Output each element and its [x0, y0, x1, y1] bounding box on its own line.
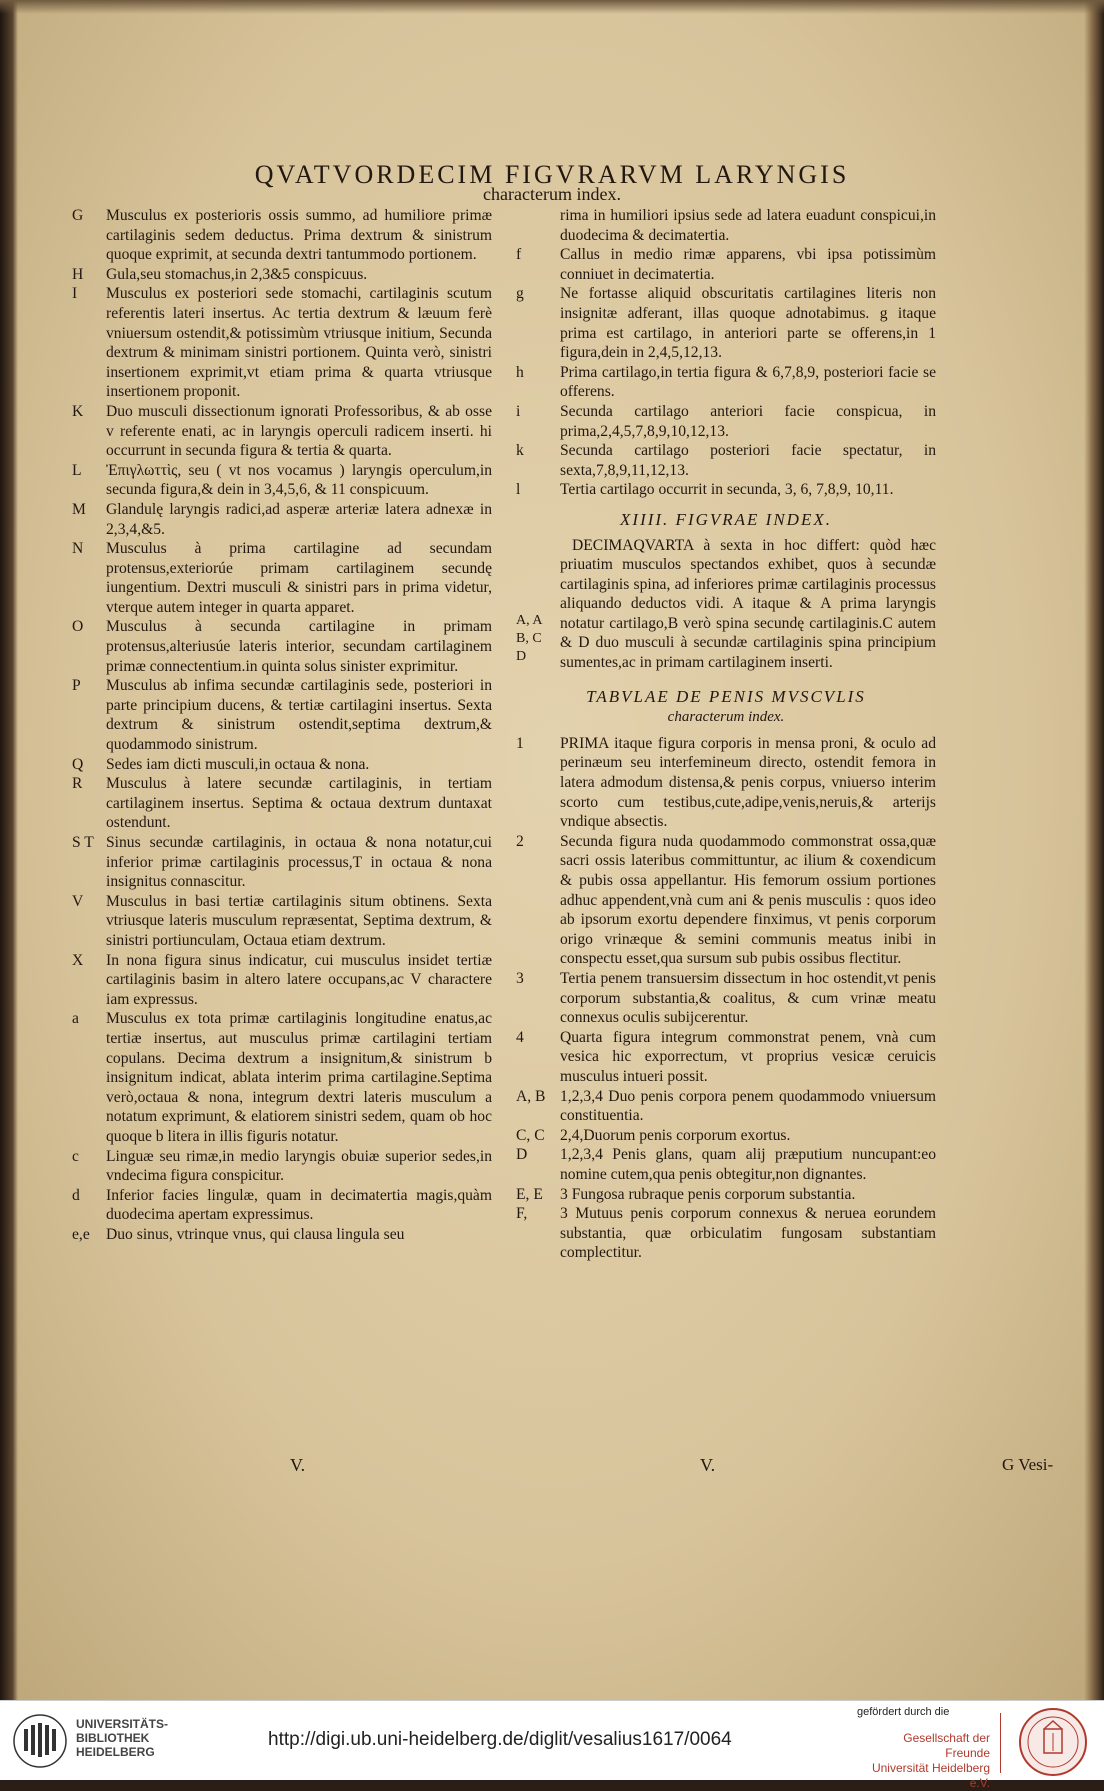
entry-text: Musculus ex posteriori sede stomachi, cartilaginis scutum referentis lateri insertus. Ac tertia dextrum & læuum ferè vniuersum ostendit,& potissimùm vtriusque initium, Secunda dextrum & minimam sinistri portionem. Quinta verò, sinistri insertionem exprimit,vt etiam prima & quarta vtriusque insertionem proponit. — [106, 285, 492, 401]
entry-label: f — [516, 246, 522, 264]
entry-label: N — [72, 540, 84, 558]
entry-label: M — [72, 500, 86, 518]
entry-label: H — [72, 265, 84, 283]
entry-label: a — [72, 1010, 79, 1028]
index-entry — [72, 617, 492, 676]
index-entry — [516, 402, 936, 441]
index-entry — [72, 284, 492, 402]
entry-text: Musculus ex tota primæ cartilaginis longitudine enatus,ac tertiæ insertus, aut musculus primæ cartilagini tertiam copulans. Decima dextrum a insignitum,& sinistrum b insignitum indicat, ablata interim prima cartilagine.Septima verò,octaua & nona, integrum dextri lateris musculum a notatum exprimunt, & elatiorem sinistri sedem, quam ob hoc quoque b litera in illis figuris notatur. — [106, 1010, 492, 1145]
index-entry — [516, 734, 936, 832]
entry-label: P — [72, 677, 81, 695]
entry-text: Inferior facies lingulæ, quam in decimatertia magis,quàm duodecima apertam expressimus. — [106, 1186, 492, 1224]
entry-label: c — [72, 1147, 79, 1165]
entry-label: k — [516, 442, 524, 460]
entry-text: Ἐπιγλωττὶς, seu ( vt nos vocamus ) laryngis operculum,in secunda figura,& dein in 3,4,5,6, & 11 conspicuum. — [106, 461, 492, 499]
university-seal-icon[interactable] — [1018, 1707, 1088, 1777]
entry-label: V — [72, 892, 84, 910]
entry-label: A, B — [516, 1087, 546, 1105]
entry-label: C, C — [516, 1126, 545, 1144]
index-entry — [72, 206, 492, 265]
entry-label: E, E — [516, 1185, 543, 1203]
page-edge-top — [0, 0, 1104, 14]
index-entry — [516, 441, 936, 480]
entry-label: 4 — [516, 1028, 524, 1046]
signature-mark-left: V. — [290, 1455, 306, 1475]
entry-text: Duo sinus, vtrinque vnus, qui clausa lingula seu — [106, 1225, 405, 1243]
entry-text: 1,2,3,4 Penis glans, quam alij præputium nuncupant:eo nomine cutem,qua penis obtegitur,non dignantes. — [560, 1146, 936, 1183]
entry-text: Linguæ seu rimæ,in medio laryngis obuiæ superior sedes,in vndecima figura conspicitur. — [106, 1147, 492, 1185]
entry-text: Prima cartilago,in tertia figura & 6,7,8,9, posteriori facie se offerens. — [560, 363, 936, 401]
index-entry — [72, 539, 492, 617]
page-edge-left — [0, 0, 18, 1700]
right-column — [516, 206, 936, 1263]
entry-text: Quarta figura integrum commonstrat penem, vnà cum vesica hic exporrectum, vt proprius vesicæ ceruicis musculus intueri possit. — [560, 1028, 936, 1085]
index-entry — [72, 833, 492, 892]
signature-mark-right: V. — [700, 1455, 716, 1475]
entry-label: e,e — [72, 1225, 90, 1243]
index-entry — [516, 832, 936, 969]
entry-label: 1 — [516, 734, 524, 752]
entry-text: 2,4,Duorum penis corporum exortus. — [560, 1126, 791, 1144]
index-entry — [516, 284, 936, 362]
entry-text: Tertia cartilago occurrit in secunda, 3, 6, 7,8,9, 10,11. — [560, 481, 894, 499]
entry-label: X — [72, 951, 84, 969]
catchword: G Vesi- — [1002, 1455, 1054, 1474]
entry-text: Ne fortasse aliquid obscuritatis cartilagines literis non insignitæ adferant, illas quoque adnotabimus. g itaque prima est cartilago, in anteriori parte se offerens,in 1 figura,dein in 2,4,5,12,13. — [560, 285, 936, 362]
entry-label: i — [516, 402, 521, 420]
entry-text: Musculus in basi tertiæ cartilaginis situm obtinens. Sexta vtriusque lateris musculum repræsentat, Septima dextrum, & sinistri portiunculam, Octaua etiam dextrum. — [106, 892, 492, 949]
index-entry — [516, 1087, 936, 1126]
entry-label: 2 — [516, 832, 524, 850]
left-column — [72, 206, 492, 1244]
index-entry — [72, 951, 492, 1010]
index-entry — [516, 1028, 936, 1087]
sponsor-name[interactable]: Gesellschaft der Freunde Universität Heidelberg e.V. — [871, 1731, 990, 1790]
footer-divider — [1000, 1713, 1001, 1773]
footer-bar — [0, 1700, 1104, 1790]
entry-text: Secunda cartilago anteriori facie conspicua, in prima,2,4,5,7,8,9,10,12,13. — [560, 402, 936, 440]
index-entry — [72, 892, 492, 951]
index-entry — [72, 1186, 492, 1225]
entry-text: Sinus secundæ cartilaginis, in octaua & nona notatur,cui inferior primæ cartilaginis processus,T in octaua & nona insignitus connascitur. — [106, 834, 492, 891]
index-entry — [72, 1225, 492, 1245]
margin-labels: A, A B, C D — [516, 612, 543, 664]
index-entry — [72, 461, 492, 500]
entry-text: Secunda figura nuda quodammodo commonstrat ossa,quæ sacri ossis lateribus committuntur, ac ilium & coxendicum & pubis ossa appellantur. His femorum ossium portiones adhuc appendent,vnà cum ani & penis musculis : quos ideo ab ipsorum exortu dependere finximus, vt penis corporum origo vrinæque & semini communis meatus inibi in conspectu esset,qua sursum sub pubis ossibus flectitur. — [560, 832, 936, 968]
entry-label: d — [72, 1186, 80, 1204]
entry-text: Duo musculi dissectionum ignorati Professoribus, & ab osse v referente enati, ac in laryngis operculi radicem inserti. hi occurrunt in secunda figura & tertia & quarta. — [106, 402, 492, 460]
entry-label — [516, 206, 560, 245]
paragraph-text: DECIMAQVARTA à sexta in hoc differt: quòd hæc priuatim musculos spectandos exhibet, quos à secundæ cartilaginis spina, ad inferiores primæ cartilaginis processus aliquando deductos vidi. A itaque & A prima laryngis notatur cartilago,B verò spina secundę cartilaginis.C autem & D duo musculi à secundæ cartilaginis spina principium sumentes,ac in primam cartilaginem inserti. — [560, 536, 936, 672]
entry-label: G — [72, 207, 84, 224]
entry-label: S T — [72, 834, 94, 851]
index-entry — [72, 500, 492, 539]
index-entry — [516, 969, 936, 1028]
entry-text: Secunda cartilago posteriori facie spectatur, in sexta,7,8,9,11,12,13. — [560, 442, 936, 479]
entry-text: 3 Mutuus penis corporum connexus & neruea eorundem substantia, quæ orbiculatim fungosam substantiam complectitur. — [560, 1205, 936, 1262]
entry-label: g — [516, 285, 524, 303]
index-entry — [72, 676, 492, 754]
index-entry — [72, 774, 492, 833]
entry-label: Q — [72, 755, 84, 773]
entry-text: Callus in medio rimæ apparens, vbi ipsa potissimùm conniuet in decimatertia. — [560, 246, 936, 283]
index-entry — [516, 1185, 936, 1205]
sponsor-label: gefördert durch die — [857, 1706, 950, 1718]
entry-text: Musculus à secunda cartilagine in primam protensus,alteriusúe lateris interior, secundam cartilaginem primæ connectentium.in quinta solus sinister exprimitur. — [106, 618, 492, 675]
page-edge-right — [1084, 0, 1104, 1700]
entry-label: I — [72, 285, 78, 303]
page-subtitle: characterum index. — [483, 184, 621, 204]
index-entry — [72, 755, 492, 775]
index-entry — [72, 1147, 492, 1186]
section-subheading-penis: characterum index. — [667, 709, 785, 726]
entry-text: Musculus ab infima secundæ cartilaginis sede, posteriori in parte principium ducens, & tertiæ cartilagini insertus. Sexta dextrum & sinistrum ostendit,septima dextrum,& quodammodo sinistrum. — [106, 677, 492, 754]
entry-text: PRIMA itaque figura corporis in mensa proni, & oculo ad perinæum seu interfemineum directo, ostendit femora in latera admodum distensa,& penis corpus, vniuerso interim scorto cum testibus,cute,adipe,venis,neruis,& arterijs vndique absectis. — [560, 734, 936, 831]
university-library-logo-icon[interactable] — [12, 1713, 68, 1769]
entry-text: Musculus à latere secundæ cartilaginis, in tertiam cartilaginem insertus. Septima & octaua dextrum duntaxat ostendunt. — [106, 775, 492, 832]
entry-text: rima in humiliori ipsius sede ad latera euadunt conspicui,in duodecima & decimatertia. — [560, 207, 936, 244]
entry-label: 3 — [516, 969, 524, 987]
entry-label: D — [516, 1146, 528, 1164]
index-entry — [516, 245, 936, 284]
entry-label: O — [72, 618, 84, 636]
entry-text: 1,2,3,4 Duo penis corpora penem quodammodo vniuersum constituentia. — [560, 1087, 936, 1125]
index-entry — [72, 402, 492, 461]
section-heading-penis: TABVLAE DE PENIS MVSCVLIS — [586, 686, 866, 706]
entry-label: l — [516, 481, 521, 499]
index-entry — [516, 1145, 936, 1184]
entry-text: Sedes iam dicti musculi,in octaua & nona. — [106, 755, 370, 773]
entry-text: Gula,seu stomachus,in 2,3&5 conspicuus. — [106, 265, 368, 283]
index-entry — [516, 206, 936, 245]
index-entry — [72, 265, 492, 285]
entry-label: R — [72, 775, 83, 793]
section-xiiii-paragraph — [516, 536, 936, 673]
entry-text: In nona figura sinus indicatur, cui musculus insidet tertiæ cartilaginis basim in altero latere occupans,ac V charactere iam expressus. — [106, 951, 492, 1008]
index-entry — [516, 1126, 936, 1146]
page-title: QVATVORDECIM FIGVRARVM LARYNGIS — [254, 160, 850, 189]
entry-label: h — [516, 363, 524, 381]
entry-text: 3 Fungosa rubraque penis corporum substantia. — [560, 1185, 856, 1203]
entry-text: Musculus à prima cartilagine ad secundam protensus,exteriorúe primam cartilaginem secundę iungentium. Dextri musculi & sinistri pars in prima videtur, vterque autem integer in quarta apparet. — [106, 540, 492, 616]
entry-text: Musculus ex posterioris ossis summo, ad humiliore primæ cartilaginis sedem deductus. Prima dextrum & sinistrum quoque exprimit, at secunda dextri tantummodo portionem. — [106, 207, 492, 264]
permalink-url[interactable]: http://digi.ub.uni-heidelberg.de/diglit/vesalius1617/0064 — [268, 1729, 732, 1750]
library-name[interactable]: UNIVERSITÄTS- BIBLIOTHEK HEIDELBERG — [76, 1717, 169, 1759]
index-entry — [516, 1204, 936, 1263]
entry-text: Tertia penem transuersim dissectum in hoc ostendit,vt penis corporum substantia,& coalitus, & cum vrinæ meatu connexus oculis subijcerentur. — [560, 969, 936, 1027]
index-entry — [72, 1009, 492, 1146]
index-entry — [516, 480, 936, 500]
entry-label: F, — [516, 1205, 528, 1223]
entry-label: K — [72, 402, 84, 420]
entry-label: L — [72, 461, 82, 479]
index-entry — [516, 363, 936, 402]
entry-text: Glandulę laryngis radici,ad asperæ arteriæ latera adnexæ in 2,3,4,&5. — [106, 500, 492, 538]
section-heading-xiiii: XIIII. FIGVRAE INDEX. — [620, 509, 832, 529]
